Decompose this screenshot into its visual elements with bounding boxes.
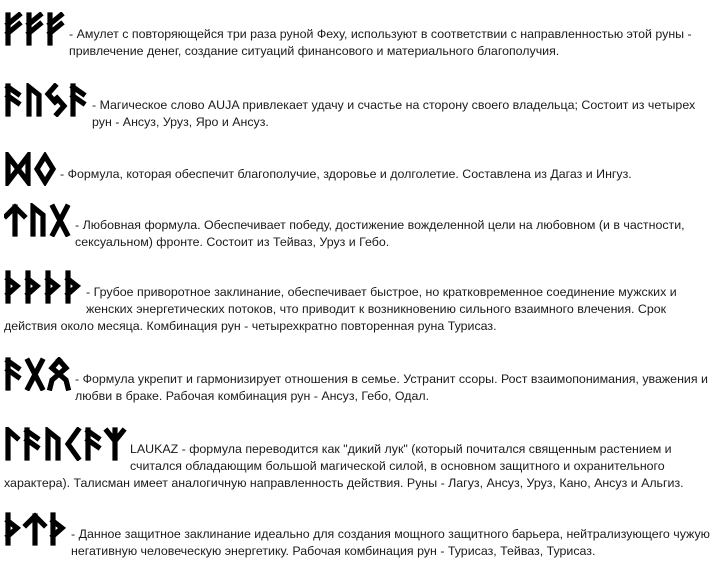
rune-algiz-icon	[107, 430, 123, 458]
formula-entry-4	[4, 203, 710, 251]
rune-glyph-row	[4, 427, 128, 461]
formula-entry-7	[4, 427, 710, 492]
formula-description: - Амулет с повторяющейся три раза руной Феху, используют в соответствии с направленностью этой руны - привлечение денег, создание ситуаций финансового и материального благополучия.	[69, 27, 692, 58]
rune-fehu-icon	[29, 15, 40, 43]
formula-entry-1	[4, 12, 710, 60]
rune-thurisaz-icon	[48, 273, 57, 301]
rune-glyph-row	[4, 12, 67, 46]
rune-ansuz-icon	[27, 430, 37, 458]
rune-gebo-icon	[53, 207, 67, 234]
rune-thurisaz-icon	[8, 515, 17, 543]
rune-tiwaz-icon	[26, 516, 44, 543]
rune-othala-icon	[50, 360, 68, 388]
rune-uruz-icon	[33, 207, 43, 234]
rune-uruz-icon	[48, 431, 58, 458]
rune-glyph-row	[4, 83, 90, 117]
formula-description: LAUKAZ - формула переводится как "дикий лук" (который почитался священным растением и считался обладающим большой магической силой, в основном защитного и охранительного характера). Талисман имеет аналогичную направленность действия. Руны - Лагуз, Ансуз, Уруз, Кано, Ансуз и Альгиз.	[4, 442, 684, 490]
rune-glyph-row	[4, 512, 69, 546]
rune-glyphs	[4, 270, 84, 304]
rune-tiwaz-icon	[6, 207, 24, 234]
rune-glyphs	[4, 12, 67, 46]
formula-description: - Формула укрепит и гармонизирует отношения в семье. Устранит ссоры. Рост взаимопонимания, уважения и любви в браке. Рабочая комбинация рун - Ансуз, Гебо, Одал.	[75, 372, 708, 403]
rune-ansuz-icon	[73, 86, 83, 114]
rune-ansuz-icon	[88, 430, 98, 458]
formula-entry-3	[4, 152, 710, 186]
rune-glyphs	[4, 512, 69, 546]
rune-jera-icon	[48, 86, 64, 114]
rune-ingwaz-icon	[37, 156, 53, 182]
rune-dagaz-icon	[8, 156, 28, 182]
rune-thurisaz-icon	[68, 273, 77, 301]
rune-glyph-row	[4, 270, 84, 304]
formula-entry-2	[4, 83, 710, 131]
rune-glyphs	[4, 203, 73, 237]
rune-laguz-icon	[8, 430, 17, 458]
rune-ansuz-icon	[8, 86, 18, 114]
rune-gebo-icon	[28, 361, 42, 388]
rune-fehu-icon	[50, 15, 61, 43]
formula-description: - Данное защитное заклинание идеально для создания мощного защитного барьера, нейтрализующего чужую негативную человеческую энергетику. Рабочая комбинация рун - Турисаз, Тейваз, Турисаз.	[71, 527, 710, 558]
rune-glyphs	[4, 152, 58, 186]
rune-fehu-icon	[8, 15, 19, 43]
rune-thurisaz-icon	[53, 515, 62, 543]
formula-description: - Любовная формула. Обеспечивает победу, достижение вожделенной цели на любовном (и в частности, сексуальном) фронте. Состоит из Тейваз, Уруз и Гебо.	[75, 218, 685, 249]
formula-entry-8	[4, 512, 710, 560]
rune-ansuz-icon	[8, 360, 18, 388]
rune-glyph-row	[4, 203, 73, 237]
rune-uruz-icon	[29, 87, 39, 114]
formula-entry-6	[4, 357, 710, 405]
rune-thurisaz-icon	[28, 273, 37, 301]
rune-glyphs	[4, 427, 128, 461]
rune-glyphs	[4, 83, 90, 117]
rune-glyphs	[4, 357, 73, 391]
rune-thurisaz-icon	[8, 273, 17, 301]
formula-description: - Грубое приворотное заклинание, обеспечивает быстрое, но кратковременное соединение мужских и женских энергетических потоков, что приводит к возникновению сильного взаимного влечения. Срок действия около месяца. Комбинация рун - четырехкратно повторенная руна Турисаз.	[4, 285, 677, 333]
formula-entry-5	[4, 270, 710, 335]
rune-glyph-row	[4, 357, 73, 391]
formula-description: - Магическое слово AUJA привлекает удачу и счастье на сторону своего владельца; Состоит из четырех рун - Ансуз, Уруз, Яро и Ансуз.	[92, 98, 696, 129]
rune-kenaz-icon	[68, 430, 78, 458]
formula-description: - Формула, которая обеспечит благополучие, здоровье и долголетие. Составлена из Дагаз и Ингуз.	[60, 167, 632, 181]
rune-glyph-row	[4, 152, 58, 186]
